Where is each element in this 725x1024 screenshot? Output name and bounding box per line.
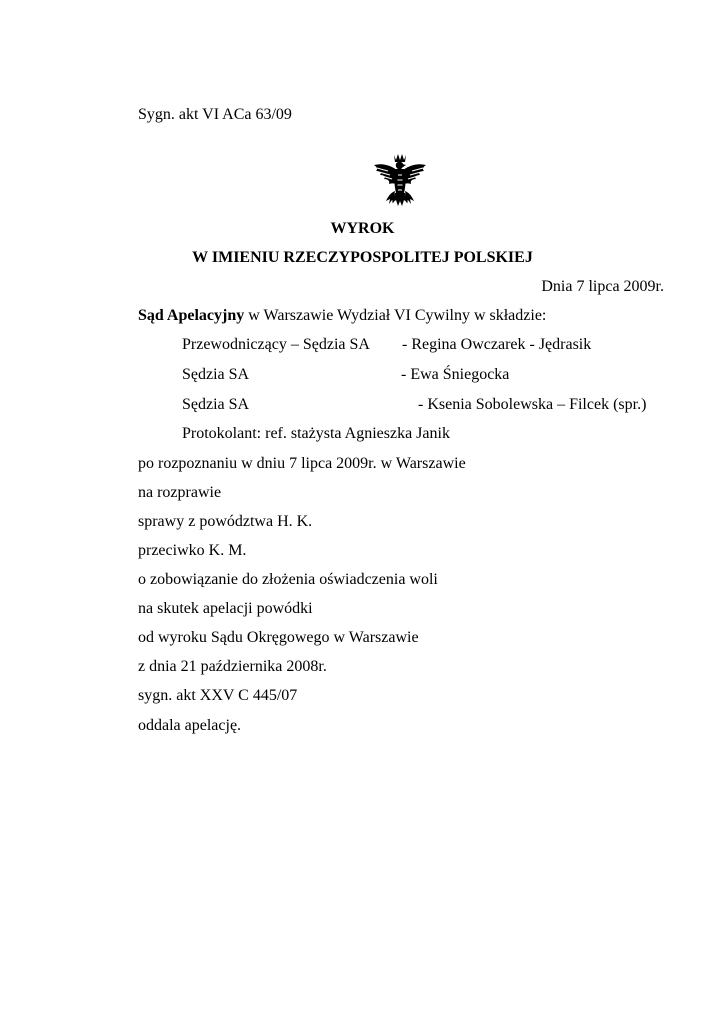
body-line: z dnia 21 października 2008r. bbox=[138, 658, 327, 675]
judgment-date: Dnia 7 lipca 2009r. bbox=[541, 278, 664, 295]
polish-eagle-emblem-icon bbox=[368, 151, 432, 215]
document-subtitle: W IMIENIU RZECZYPOSPOLITEJ POLSKIEJ bbox=[192, 249, 533, 266]
body-line: na rozprawie bbox=[138, 484, 222, 501]
panel-name-judge-2: - Ksenia Sobolewska – Filcek (spr.) bbox=[418, 396, 647, 413]
body-line: sygn. akt XXV C 445/07 bbox=[138, 687, 298, 704]
court-name: Sąd Apelacyjny bbox=[138, 307, 245, 324]
clerk-line: Protokolant: ref. stażysta Agnieszka Janik bbox=[182, 425, 450, 442]
panel-name-presiding: - Regina Owczarek - Jędrasik bbox=[402, 336, 592, 353]
panel-role-presiding: Przewodniczący – Sędzia SA bbox=[182, 336, 370, 353]
panel-role-judge-1: Sędzia SA bbox=[182, 366, 250, 383]
court-line bbox=[138, 306, 546, 326]
panel-name-judge-1: - Ewa Śniegocka bbox=[401, 366, 510, 383]
panel-role-judge-2: Sędzia SA bbox=[182, 396, 250, 413]
case-signature: Sygn. akt VI ACa 63/09 bbox=[138, 106, 292, 123]
verdict-line: oddala apelację. bbox=[138, 717, 242, 734]
body-line: od wyroku Sądu Okręgowego w Warszawie bbox=[138, 629, 419, 646]
body-line: po rozpoznaniu w dniu 7 lipca 2009r. w Warszawie bbox=[138, 455, 466, 472]
body-line: na skutek apelacji powódki bbox=[138, 600, 313, 617]
body-line: sprawy z powództwa H. K. bbox=[138, 513, 313, 530]
body-line: przeciwko K. M. bbox=[138, 542, 247, 559]
document-title: WYROK bbox=[330, 220, 395, 237]
court-description: w Warszawie Wydział VI Cywilny w składzie: bbox=[244, 307, 547, 324]
body-line: o zobowiązanie do złożenia oświadczenia woli bbox=[138, 571, 438, 588]
